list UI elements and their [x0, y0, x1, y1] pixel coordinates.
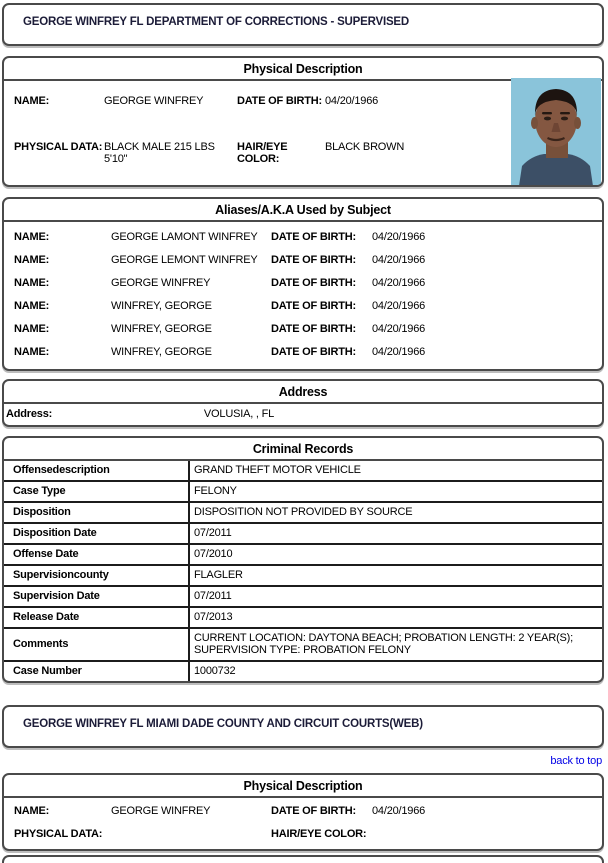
back-to-top-row — [2, 748, 604, 773]
dob-label: DATE OF BIRTH: — [237, 95, 322, 107]
source-header-courts — [2, 705, 604, 748]
alias-row — [4, 248, 602, 271]
mugshot-photo — [511, 78, 601, 186]
record-row — [4, 607, 602, 628]
record-value: 1000732 — [194, 665, 236, 677]
hair-eye-label: HAIR/EYE COLOR: — [271, 828, 367, 840]
record-value: FLAGLER — [189, 565, 602, 586]
alias-name: GEORGE LAMONT WINFREY — [111, 230, 258, 243]
source-header-courts-text: GEORGE WINFREY FL MIAMI DADE COUNTY AND CIRCUIT COURTS(WEB) — [23, 718, 423, 730]
record-row — [4, 461, 602, 481]
back-to-top-link[interactable]: back to top — [550, 755, 602, 767]
record-value: 07/2010 — [189, 544, 602, 565]
record-label: Supervision Date — [4, 586, 189, 607]
alias-name: WINFREY, GEORGE — [111, 322, 212, 335]
section-title: Physical Description — [4, 58, 602, 81]
alias-name: GEORGE LEMONT WINFREY — [111, 253, 258, 266]
physical-description-section-2 — [2, 773, 604, 851]
record-row — [4, 523, 602, 544]
record-value: GRAND THEFT MOTOR VEHICLE — [189, 461, 602, 481]
record-row — [4, 565, 602, 586]
record-row — [4, 661, 602, 681]
section-title: Criminal Records — [4, 438, 602, 461]
record-label: Offensedescription — [4, 461, 189, 481]
record-row — [4, 502, 602, 523]
record-label: Comments — [4, 628, 189, 661]
address-value: VOLUSIA, , FL — [203, 408, 275, 420]
name-label: NAME: — [14, 276, 50, 289]
record-value: FELONY — [189, 481, 602, 502]
physical-data-row — [4, 828, 602, 840]
record-label: Disposition Date — [4, 523, 189, 544]
hair-eye-value: BLACK BROWN — [325, 141, 405, 153]
next-section-partial-box — [2, 855, 604, 863]
record-label: Case Number — [4, 661, 189, 681]
alias-row — [4, 271, 602, 294]
dob-label: DATE OF BIRTH: — [271, 345, 356, 358]
record-value: 07/2011 — [189, 586, 602, 607]
record-label: Offense Date — [4, 544, 189, 565]
physical-data-label: PHYSICAL DATA: — [14, 141, 103, 153]
hair-eye-value — [372, 828, 602, 840]
dob-label: DATE OF BIRTH: — [271, 299, 356, 312]
record-value: CURRENT LOCATION: DAYTONA BEACH; PROBATION LENGTH: 2 YEAR(S); SUPERVISION TYPE: PROBATION FELONY — [189, 628, 602, 661]
alias-dob: 04/20/1966 — [372, 345, 426, 358]
address-row — [4, 404, 602, 425]
name-value: GEORGE WINFREY — [104, 95, 204, 107]
record-row — [4, 628, 602, 661]
record-label: Case Type — [4, 481, 189, 502]
dob-label: DATE OF BIRTH: — [271, 253, 356, 266]
record-value: DISPOSITION NOT PROVIDED BY SOURCE — [189, 502, 602, 523]
physical-description-section-1 — [2, 56, 604, 187]
record-label: Disposition — [4, 502, 189, 523]
alias-dob: 04/20/1966 — [372, 276, 426, 289]
alias-dob: 04/20/1966 — [372, 230, 426, 243]
dob-value: 04/20/1966 — [372, 805, 426, 817]
name-label: NAME: — [14, 230, 50, 243]
record-row — [4, 481, 602, 502]
physical-data-value — [111, 828, 271, 840]
name-dob-row — [4, 805, 602, 817]
section-title: Aliases/A.K.A Used by Subject — [4, 199, 602, 222]
alias-name: GEORGE WINFREY — [111, 276, 211, 289]
aliases-section — [2, 197, 604, 371]
dob-value: 04/20/1966 — [325, 95, 379, 107]
dob-label: DATE OF BIRTH: — [271, 322, 356, 335]
section-title: Address — [4, 381, 602, 404]
source-header-doc — [2, 3, 604, 46]
dob-label: DATE OF BIRTH: — [271, 276, 356, 289]
address-section — [2, 379, 604, 427]
alias-dob: 04/20/1966 — [372, 322, 426, 335]
criminal-records-section — [2, 436, 604, 683]
alias-name: WINFREY, GEORGE — [111, 345, 212, 358]
record-value: 07/2011 — [189, 523, 602, 544]
record-label: Supervisioncounty — [4, 565, 189, 586]
name-label: NAME: — [14, 253, 50, 266]
alias-list — [4, 222, 602, 369]
physical-description-content — [4, 798, 602, 849]
name-label: NAME: — [14, 805, 50, 817]
record-row — [4, 586, 602, 607]
source-header-doc-text: GEORGE WINFREY FL DEPARTMENT OF CORRECTIONS - SUPERVISED — [23, 16, 410, 28]
alias-row — [4, 225, 602, 248]
criminal-records-table — [4, 461, 602, 681]
alias-name: WINFREY, GEORGE — [111, 299, 212, 312]
record-label: Release Date — [4, 607, 189, 628]
name-label: NAME: — [14, 95, 50, 107]
record-value: 07/2013 — [189, 607, 602, 628]
alias-row — [4, 340, 602, 363]
physical-data-label: PHYSICAL DATA: — [14, 828, 103, 840]
name-label: NAME: — [14, 322, 50, 335]
physical-data-value: BLACK MALE 215 LBS 5'10" — [104, 141, 215, 165]
record-row — [4, 544, 602, 565]
dob-label: DATE OF BIRTH: — [271, 230, 356, 243]
alias-dob: 04/20/1966 — [372, 253, 426, 266]
name-label: NAME: — [14, 345, 50, 358]
address-label: Address: — [6, 408, 53, 420]
hair-eye-label: HAIR/EYE COLOR: — [237, 141, 288, 165]
name-value: GEORGE WINFREY — [111, 805, 211, 817]
dob-label: DATE OF BIRTH: — [271, 805, 356, 817]
alias-row — [4, 294, 602, 317]
section-title: Physical Description — [4, 775, 602, 798]
name-label: NAME: — [14, 299, 50, 312]
alias-row — [4, 317, 602, 340]
alias-dob: 04/20/1966 — [372, 299, 426, 312]
